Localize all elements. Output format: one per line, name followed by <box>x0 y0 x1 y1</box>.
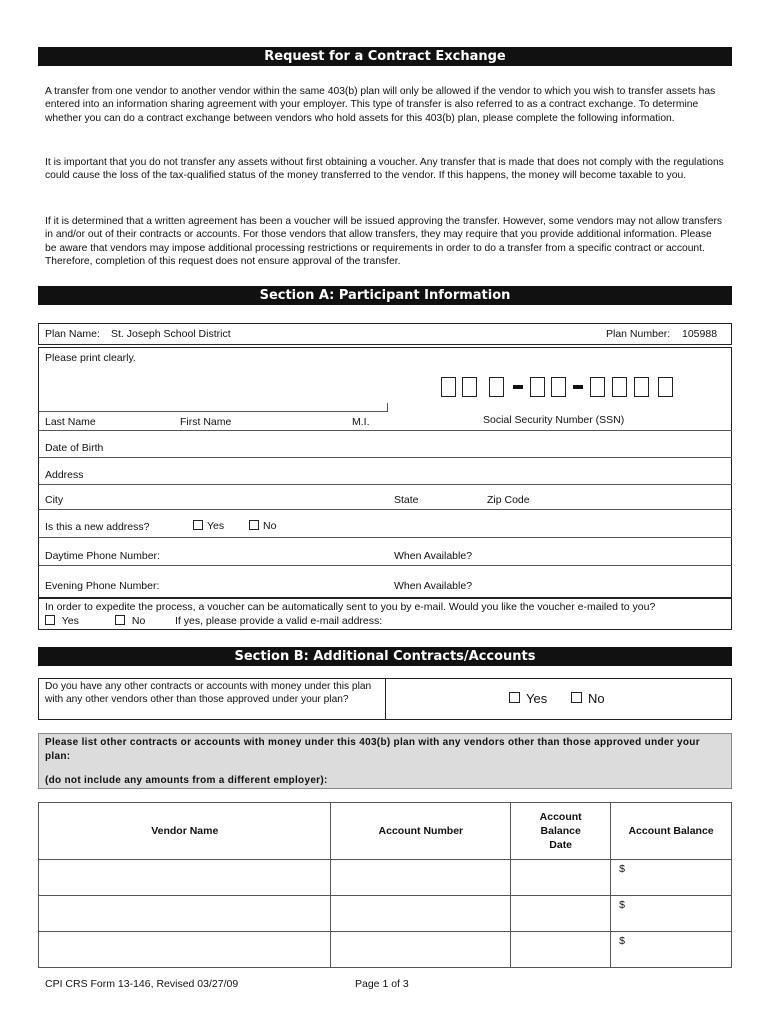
plan-number-value: 105988 <box>682 328 718 340</box>
intro-paragraph-2: It is important that you do not transfer any assets without first obtaining a voucher. Any transfer that is made that does not comply with the regulations could cause the loss of the tax-qualified status of the money transferred to the vendor. If this happens, the money will become taxable to you. <box>45 157 724 182</box>
account-number-cell[interactable] <box>331 932 511 968</box>
ssn-digit-box[interactable] <box>441 377 456 397</box>
page-title: Request for a Contract Exchange <box>38 47 732 66</box>
checkbox-icon[interactable] <box>509 692 520 703</box>
other-contracts-question: Do you have any other contracts or accounts with money under this plan with any other vendors other than those approved under your plan? <box>45 681 372 705</box>
account-number-cell[interactable] <box>331 896 511 932</box>
no-label: No <box>588 691 605 706</box>
no-label: No <box>131 615 146 627</box>
print-clearly-note: Please print clearly. <box>45 352 136 364</box>
email-no[interactable] <box>115 615 145 627</box>
other-contracts-no[interactable] <box>571 691 605 706</box>
intro-paragraph-3: If it is determined that a written agreement has been a voucher will be issued approving the transfer. However, some vendors may not allow transfers in and/or out of their contracts or accounts. For those vendors that allow transfers, they may require that you provide additional information. Please be aware that vendors may impose additional processing restrictions or requirements in order to do a transfer from a specific contract or account. Therefore, completion of this request does not ensure approval of the transfer. <box>45 216 723 268</box>
ssn-digit-box[interactable] <box>530 377 545 397</box>
new-address-no[interactable] <box>249 520 276 532</box>
table-row <box>39 860 732 896</box>
ssn-digit-box[interactable] <box>658 377 673 397</box>
plan-number-label: Plan Number: <box>606 328 671 340</box>
other-contracts-yes[interactable] <box>509 691 547 706</box>
table-row <box>39 896 732 932</box>
email-address-label: If yes, please provide a valid e-mail address: <box>175 615 383 627</box>
page-number: Page 1 of 3 <box>355 978 409 990</box>
state-label: State <box>394 494 419 506</box>
checkbox-icon[interactable] <box>249 520 259 530</box>
divider <box>38 537 732 538</box>
section-a-heading: Section A: Participant Information <box>38 286 732 305</box>
checkbox-icon[interactable] <box>193 520 203 530</box>
ssn-digit-box[interactable] <box>590 377 605 397</box>
account-balance-date-label: Account Balance Date <box>539 811 582 851</box>
form-id: CPI CRS Form 13-146, Revised 03/27/09 <box>45 978 239 990</box>
dob-label: Date of Birth <box>45 442 104 454</box>
ssn-digit-box[interactable] <box>551 377 566 397</box>
column-header-account-number: Account Number <box>331 803 511 860</box>
address-label: Address <box>45 469 84 481</box>
divider <box>38 430 732 431</box>
balance-cell[interactable] <box>611 860 732 896</box>
ssn-dash <box>513 385 523 389</box>
ssn-digit-box[interactable] <box>462 377 477 397</box>
first-name-label: First Name <box>180 416 232 428</box>
email-voucher-box <box>38 598 732 630</box>
no-label: No <box>263 520 277 532</box>
checkbox-icon[interactable] <box>115 615 125 625</box>
evening-phone-label: Evening Phone Number: <box>45 580 160 592</box>
balance-cell[interactable] <box>611 932 732 968</box>
other-contracts-box <box>38 678 732 720</box>
vendor-name-cell[interactable] <box>39 932 331 968</box>
balance-date-cell[interactable] <box>511 932 611 968</box>
evening-when-available-label: When Available? <box>394 580 473 592</box>
name-field-line[interactable] <box>38 411 388 412</box>
table-row <box>39 932 732 968</box>
intro-paragraph-1: A transfer from one vendor to another vendor within the same 403(b) plan will only be allowed if the vendor to which you wish to transfer assets has entered into an information sharing agreement with your employer. This type of transfer is also referred to as a contract exchange. To determine whether you can do a contract exchange between vendors who hold assets for this 403(b) plan, please complete the following information. <box>45 86 716 124</box>
mi-label: M.I. <box>352 416 370 428</box>
ssn-digit-box[interactable] <box>612 377 627 397</box>
currency-symbol: $ <box>619 935 625 947</box>
balance-date-cell[interactable] <box>511 860 611 896</box>
checkbox-icon[interactable] <box>45 615 55 625</box>
plan-info-row <box>38 323 732 345</box>
vendor-accounts-table <box>38 802 732 968</box>
email-yes[interactable] <box>45 615 79 627</box>
divider <box>385 679 386 719</box>
column-header-account-balance: Account Balance <box>611 803 732 860</box>
currency-symbol: $ <box>619 863 625 875</box>
last-name-label: Last Name <box>45 416 96 428</box>
checkbox-icon[interactable] <box>571 692 582 703</box>
section-b-heading: Section B: Additional Contracts/Accounts <box>38 647 732 666</box>
yes-label: Yes <box>526 691 548 706</box>
list-instruction-box <box>38 733 732 789</box>
daytime-when-available-label: When Available? <box>394 550 473 562</box>
table-header-row <box>39 803 732 860</box>
plan-name-value: St. Joseph School District <box>111 328 231 340</box>
column-header-vendor-name: Vendor Name <box>39 803 331 860</box>
city-state-zip-field-line[interactable] <box>38 509 732 510</box>
balance-date-cell[interactable] <box>511 896 611 932</box>
plan-name-label: Plan Name: <box>45 328 100 340</box>
list-note: (do not include any amounts from a different employer): <box>45 775 328 786</box>
ssn-dash <box>573 385 583 389</box>
zip-code-label: Zip Code <box>487 494 530 506</box>
ssn-label: Social Security Number (SSN) <box>483 414 625 426</box>
vendor-name-cell[interactable] <box>39 860 331 896</box>
currency-symbol: $ <box>619 899 625 911</box>
list-instruction: Please list other contracts or accounts with money under this 403(b) plan with any vendors other than those approved under your plan: <box>45 737 700 762</box>
vendor-name-cell[interactable] <box>39 896 331 932</box>
divider <box>387 403 388 411</box>
dob-field-line[interactable] <box>38 457 732 458</box>
email-voucher-question: In order to expedite the process, a voucher can be automatically sent to you by e-mail. Would you like the voucher e-mailed to you? <box>45 601 656 613</box>
daytime-phone-field-line[interactable] <box>38 565 732 566</box>
yes-label: Yes <box>61 615 79 627</box>
daytime-phone-label: Daytime Phone Number: <box>45 550 160 562</box>
city-label: City <box>45 494 64 506</box>
ssn-digit-box[interactable] <box>489 377 504 397</box>
yes-label: Yes <box>207 520 225 532</box>
ssn-digit-box[interactable] <box>634 377 649 397</box>
account-number-cell[interactable] <box>331 860 511 896</box>
address-field-line[interactable] <box>38 484 732 485</box>
column-header-account-balance-date <box>511 803 611 860</box>
balance-cell[interactable] <box>611 896 732 932</box>
new-address-question: Is this a new address? <box>45 521 150 533</box>
new-address-yes[interactable] <box>193 520 224 532</box>
